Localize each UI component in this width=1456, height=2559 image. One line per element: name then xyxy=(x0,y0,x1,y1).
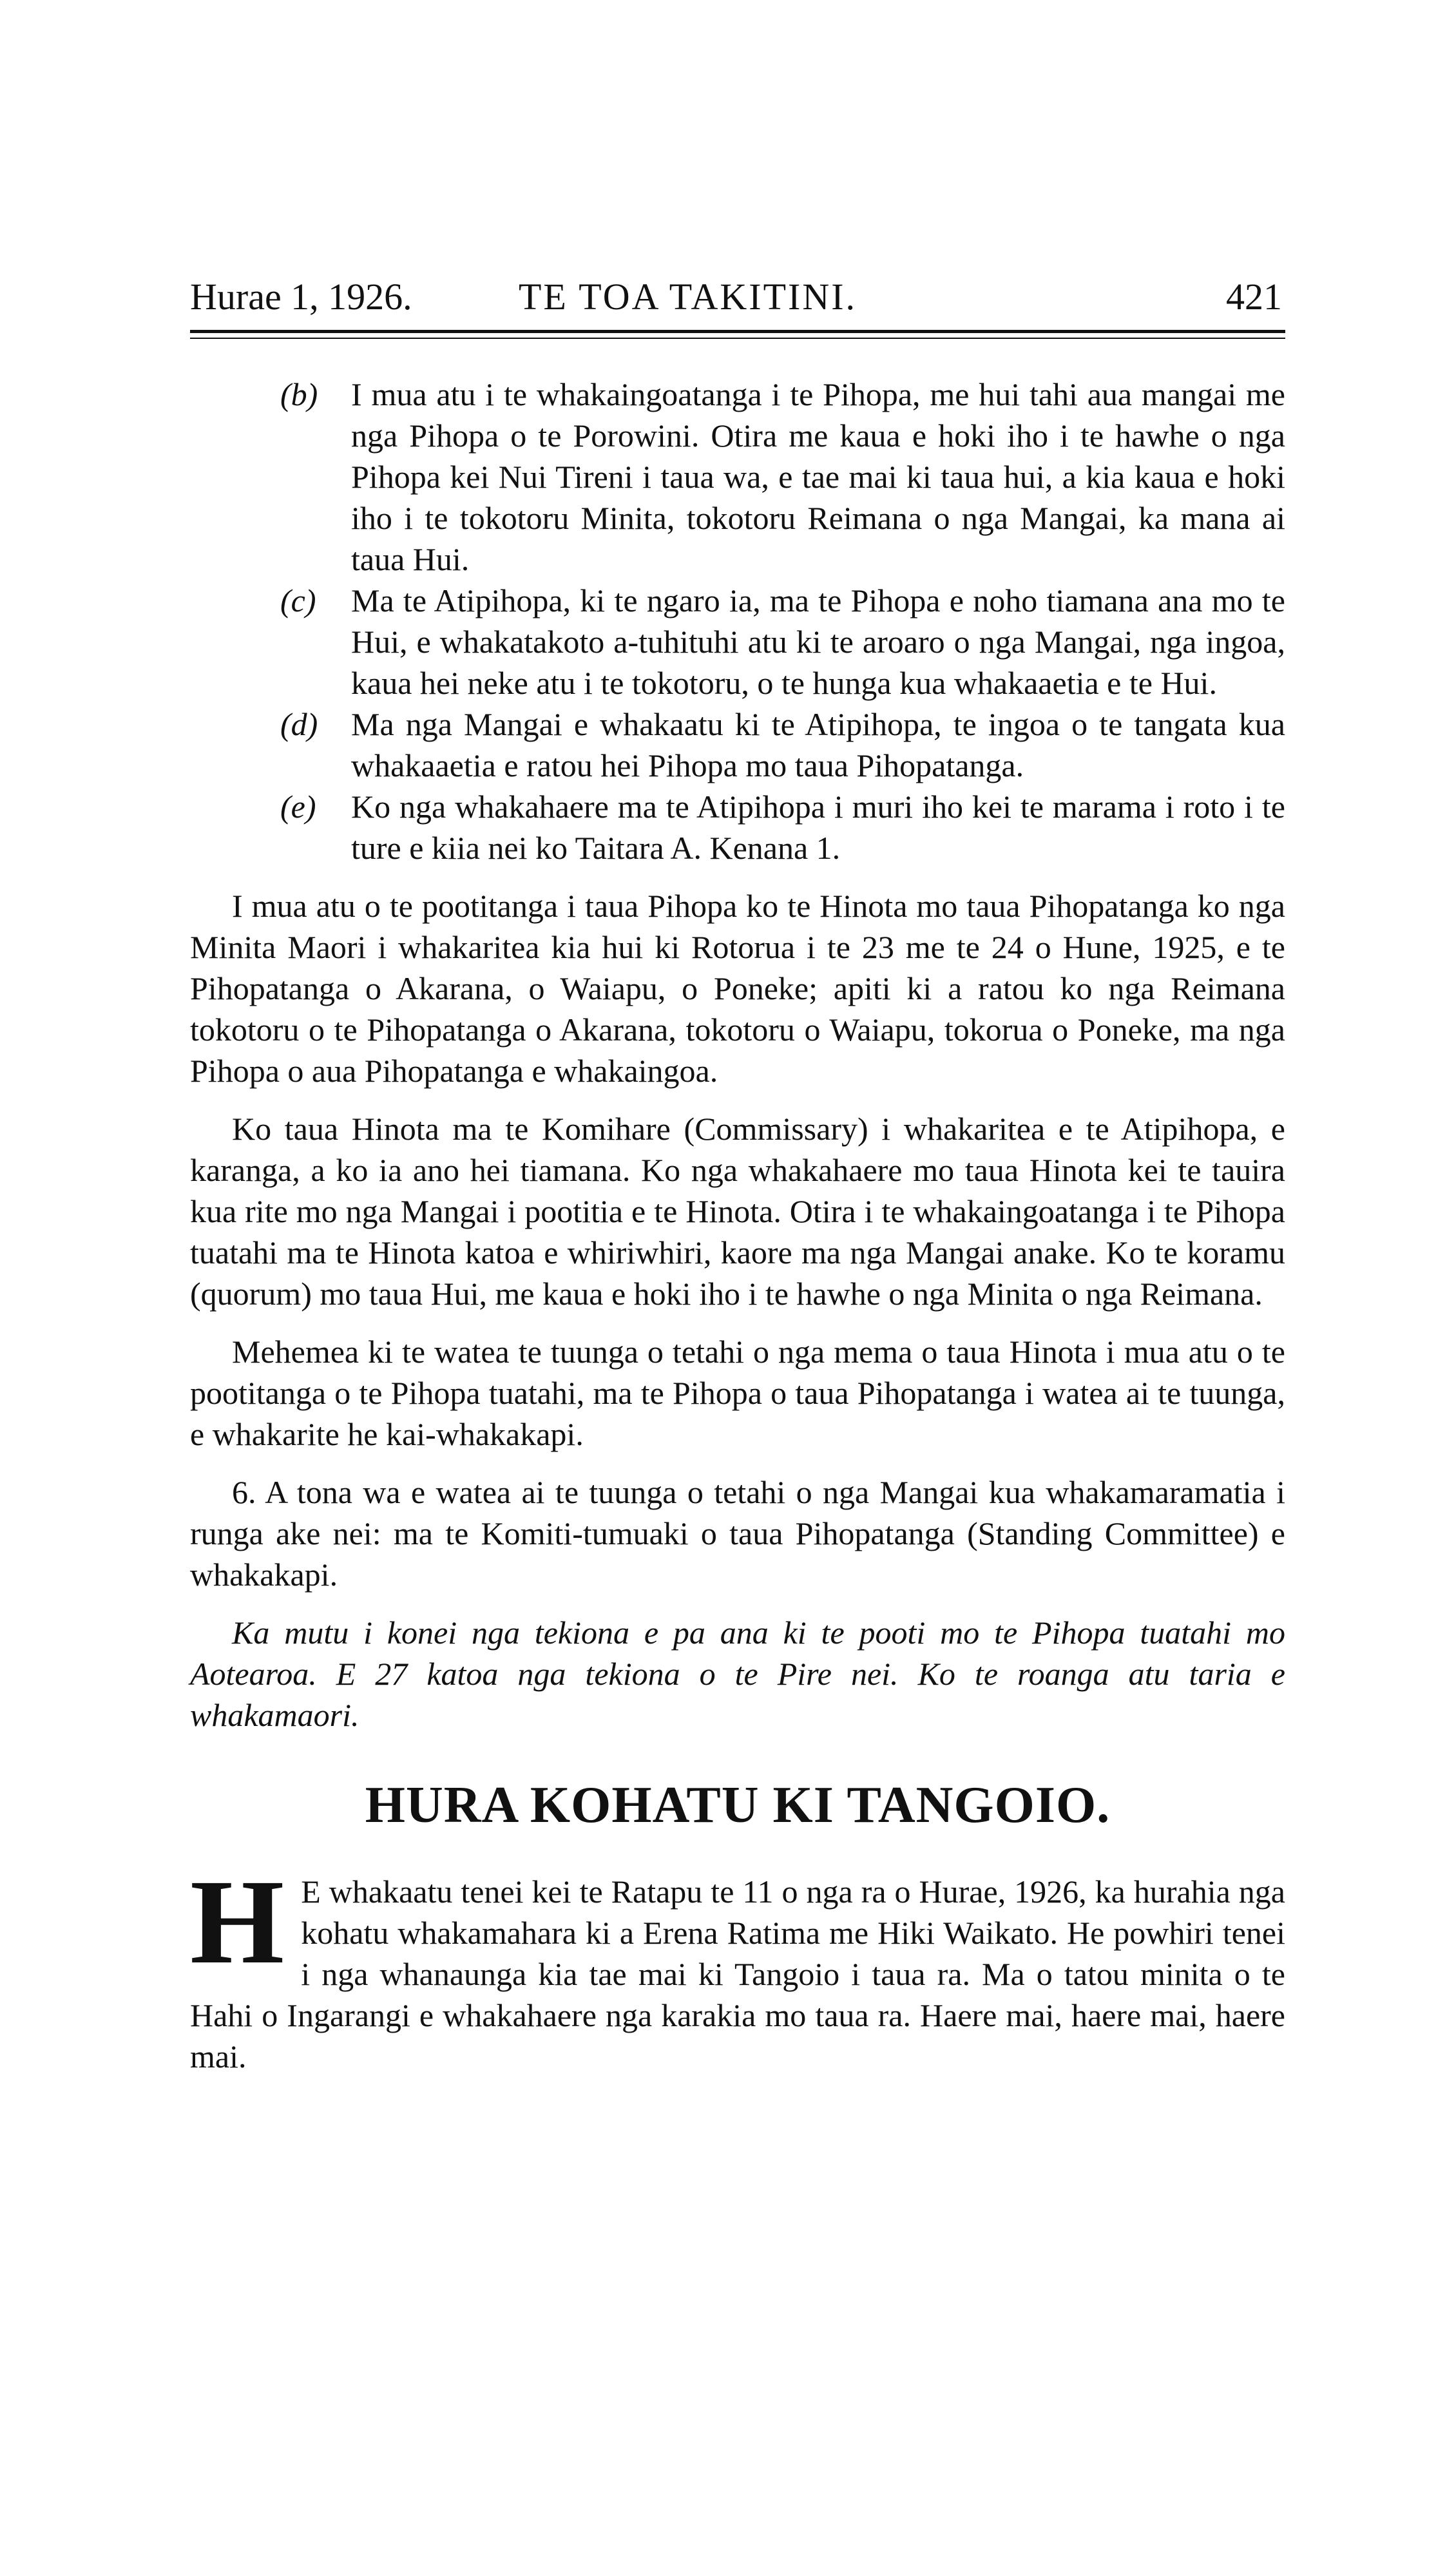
clause-label: (e) xyxy=(280,789,316,825)
body-text xyxy=(190,374,1285,2077)
clause-label: (d) xyxy=(280,706,318,742)
clause-label: (b) xyxy=(280,376,318,412)
clause-d xyxy=(190,704,1285,786)
clause-c xyxy=(190,580,1285,704)
clause-text: Ma te Atipihopa, ki te ngaro ia, ma te Pihopa e noho tiamana ana mo te Hui, e whakatakoto a-tuhituhi atu ki te aroaro o nga Mangai, nga ingoa, kaua hei neke atu i te tokotoru, o te hunga kua whakaaetia e te Hui. xyxy=(351,582,1285,701)
paragraph-section-6: 6. A tona wa e watea ai te tuunga o tetahi o nga Mangai kua whakamaramatia i runga ake nei: ma te Komiti-tumuaki o taua Pihopatanga (Standing Committee) e whakakapi. xyxy=(190,1474,1285,1593)
paragraph-vacancy: Mehemea ki te watea te tuunga o tetahi o nga mema o taua Hinota i mua atu o te pootitanga o te Pihopa tuatahi, ma te Pihopa o taua Pihopatanga i watea ai te tuunga, e whakarite he kai-whakakapi. xyxy=(190,1334,1285,1452)
clause-text: Ko nga whakahaere ma te Atipihopa i muri iho kei te marama i roto i te ture e kiia nei ko Taitara A. Kenana 1. xyxy=(351,789,1285,866)
drop-cap: H xyxy=(190,1854,285,1989)
header-rule-thick xyxy=(190,330,1285,333)
header-rule-thin xyxy=(190,338,1285,339)
header-title: TE TOA TAKITINI. xyxy=(519,276,857,318)
header-date: Hurae 1, 1926. xyxy=(190,276,412,318)
clause-text: I mua atu i te whakaingoatanga i te Pihopa, me hui tahi aua mangai me nga Pihopa o te Porowini. Otira me kaua e hoki iho i te hawhe o nga Pihopa kei Nui Tireni i taua wa, e tae mai ki taua hui, a kia kaua e hoki iho i te tokotoru Minita, tokotoru Reimana o nga Mangai, ka mana ai taua Hui. xyxy=(351,376,1285,577)
clause-b xyxy=(190,374,1285,580)
paragraph-commissary: Ko taua Hinota ma te Komihare (Commissary) i whakaritea e te Atipihopa, e karanga, a ko ia ano hei tiamana. Ko nga whakahaere mo taua Hinota kei te tauira kua rite mo nga Mangai i pootitia e te Hinota. Otira i te whakaingoatanga i te Pihopa tuatahi ma te Hinota katoa e whiriwhiri, kaore ma nga Mangai anake. Ko te koramu (quorum) mo taua Hui, me kaua e hoki iho i te hawhe o nga Minita o nga Reimana. xyxy=(190,1111,1285,1312)
page-header xyxy=(190,274,1282,325)
page-number: 421 xyxy=(1226,276,1282,318)
notice-text: E whakaatu tenei kei te Ratapu te 11 o nga ra o Hurae, 1926, ka hurahia nga kohatu whakamahara ki a Erena Ratima me Hiki Waikato. He powhiri tenei i nga whanaunga kia tae mai ki Tangoio i taua ra. Ma o tatou minita o te Hahi o Ingarangi e whakahaere nga karakia mo taua ra. Haere mai, haere mai, haere mai. xyxy=(190,1874,1285,2075)
clause-e xyxy=(190,786,1285,868)
paragraph-synod: I mua atu o te pootitanga i taua Pihopa ko te Hinota mo taua Pihopatanga ko nga Minita Maori i whakaritea kia hui ki Rotorua i te 23 me te 24 o Hune, 1925, e te Pihopatanga o Akarana, o Waiapu, o Poneke; apiti ki a ratou ko nga Reimana tokotoru o te Pihopatanga o Akarana, tokotoru o Waiapu, tokorua o Poneke, ma nga Pihopa o aua Pihopatanga e whakaingoa. xyxy=(190,888,1285,1089)
clause-text: Ma nga Mangai e whakaatu ki te Atipihopa, te ingoa o te tangata kua whakaaetia e ratou hei Pihopa mo taua Pihopatanga. xyxy=(351,706,1285,783)
section-heading: HURA KOHATU KI TANGOIO. xyxy=(365,1777,1111,1834)
unveiling-notice xyxy=(190,1854,1285,2077)
translator-note: Ka mutu i konei nga tekiona e pa ana ki te pooti mo te Pihopa tuatahi mo Aotearoa. E 27 katoa nga tekiona o te Pire nei. Ko te roanga atu taria e whakamaori. xyxy=(190,1615,1285,1733)
clause-label: (c) xyxy=(280,582,316,618)
